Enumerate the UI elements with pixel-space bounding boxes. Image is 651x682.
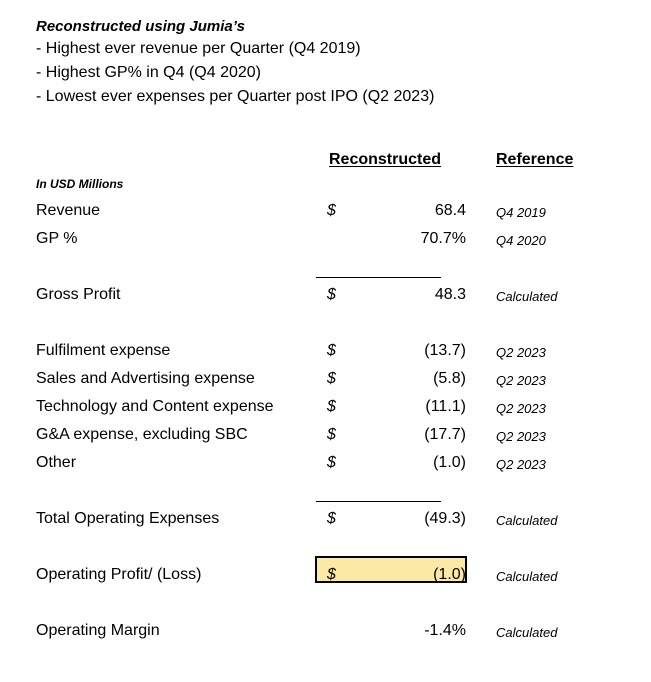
row-currency: $: [327, 286, 336, 303]
row-label-technology-content-expense: Technology and Content expense: [36, 398, 274, 415]
column-header-reference: Reference: [496, 151, 574, 168]
row-currency: $: [327, 426, 336, 443]
subtotal-rule: [316, 501, 441, 502]
row-currency: $: [327, 510, 336, 527]
row-value-fulfilment-expense: (13.7): [424, 342, 466, 359]
subtotal-rule: [316, 277, 441, 278]
row-label-gp-percent: GP %: [36, 230, 78, 247]
row-value-ga-expense: (17.7): [424, 426, 466, 443]
row-reference: Calculated: [496, 625, 558, 640]
row-currency: $: [327, 202, 336, 219]
row-label-other: Other: [36, 454, 77, 471]
row-label-revenue: Revenue: [36, 202, 101, 219]
units-label: In USD Millions: [36, 177, 124, 191]
row-value-gp-percent: 70.7%: [420, 230, 466, 247]
row-reference: Q4 2020: [496, 233, 546, 248]
row-value-operating-profit: (1.0): [433, 566, 466, 583]
row-label-operating-margin: Operating Margin: [36, 622, 160, 639]
row-reference: Q4 2019: [496, 205, 546, 220]
row-label-total-operating-expenses: Total Operating Expenses: [36, 510, 220, 527]
row-reference: Q2 2023: [496, 345, 546, 360]
row-reference: Q2 2023: [496, 457, 546, 472]
row-reference: Q2 2023: [496, 429, 546, 444]
row-reference: Calculated: [496, 513, 558, 528]
row-value-gross-profit: 48.3: [434, 286, 466, 303]
column-header-reconstructed: Reconstructed: [329, 151, 442, 168]
row-label-fulfilment-expense: Fulfilment expense: [36, 342, 171, 359]
row-currency: $: [327, 566, 336, 583]
row-value-operating-margin: -1.4%: [424, 622, 466, 639]
row-currency: $: [327, 342, 336, 359]
row-currency: $: [327, 370, 336, 387]
row-reference: Q2 2023: [496, 373, 546, 388]
row-value-technology-content-expense: (11.1): [425, 398, 466, 415]
row-label-gross-profit: Gross Profit: [36, 286, 121, 303]
row-label-operating-profit: Operating Profit/ (Loss): [36, 566, 202, 583]
row-reference: Calculated: [496, 289, 558, 304]
row-value-sales-advertising-expense: (5.8): [433, 370, 466, 387]
row-value-other: (1.0): [433, 454, 466, 471]
row-reference: Calculated: [496, 569, 558, 584]
row-label-ga-expense: G&A expense, excluding SBC: [36, 426, 248, 443]
row-label-sales-advertising-expense: Sales and Advertising expense: [36, 370, 255, 387]
intro-line: - Highest GP% in Q4 (Q4 2020): [36, 64, 261, 81]
row-reference: Q2 2023: [496, 401, 546, 416]
row-currency: $: [327, 454, 336, 471]
intro-line: - Highest ever revenue per Quarter (Q4 2019): [36, 40, 361, 57]
intro-title: Reconstructed using Jumia’s: [36, 18, 245, 35]
row-value-revenue: 68.4: [434, 202, 466, 219]
row-value-total-operating-expenses: (49.3): [424, 510, 466, 527]
intro-line: - Lowest ever expenses per Quarter post IPO (Q2 2023): [36, 88, 435, 105]
row-currency: $: [327, 398, 336, 415]
